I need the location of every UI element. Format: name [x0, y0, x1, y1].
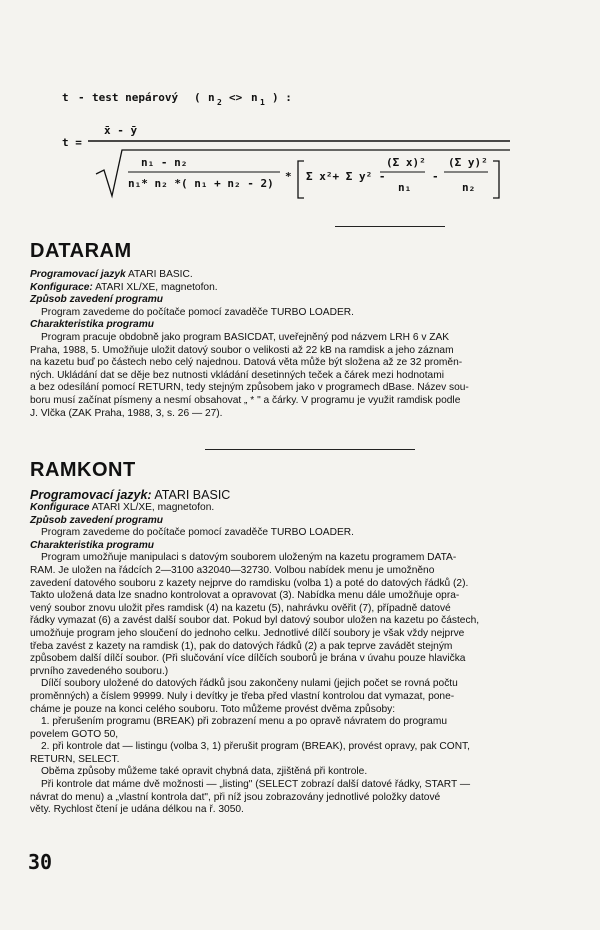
formula-caption-text: test nepárový [92, 91, 179, 104]
formula-minus: - [432, 170, 439, 183]
dataram-char-line: J. Vlčka (ZAK Praha, 1988, 3, s. 26 — 27). [30, 407, 223, 419]
dataram-char-line: na kazetu buď po částech nebo celý najednou. Datová věta může být složena až ze 32 proměn- [30, 357, 463, 369]
dataram-char-line: ných. Ukládání dat se děje bez nutnosti vkládání desetinných teček a čárek mezi hodnotami [30, 369, 444, 381]
formula-times: * [285, 170, 292, 183]
ramkont-para4-line: věty. Rychlost čtení je udána délkou na ř. 3050. [30, 804, 244, 816]
dataram-char-line: Program pracuje obdobně jako program BASICDAT, uveřejněný pod názvem LRH 6 v ZAK [41, 331, 450, 343]
ramkont-para4-line: návrat do menu) a „vlastní kontrola dat", při níž jsou zobrazovány jednotlivé položky datové [30, 791, 441, 803]
ramkont-para2-line: cháme je pouze na konci celého souboru. Toto můžeme provést dvěma způsoby: [30, 703, 396, 715]
dataram-char-label: Charakteristika programu [30, 319, 154, 331]
ramkont-para1-line: řádky vymazat (6) a zavést další soubor dat. Pokud byl datový soubor uložen na kazetu po částech, [30, 615, 480, 627]
dataram-load-value: Program zavedeme do počítače pomocí zavaděče TURBO LOADER. [41, 306, 354, 318]
divider-sections [205, 449, 415, 450]
formula-frac2-num: (Σ y)² [448, 156, 488, 169]
dataram-config-label: Konfigurace: [30, 281, 93, 293]
dataram-config [30, 282, 570, 295]
formula-frac1-num: (Σ x)² [386, 156, 426, 169]
ramkont-language-value: ATARI BASIC [151, 488, 231, 502]
dataram-char-line: Praha, 1988, 5. Umožňuje uložit datový soubor o velikosti až 22 kB na ramdisk a jeho záznam [30, 344, 454, 356]
ramkont-item2-line: RETURN, SELECT. [30, 753, 120, 765]
formula-caption-n2: n [208, 91, 215, 104]
dataram-load-label: Způsob zavedení programu [30, 294, 164, 306]
ramkont-para2-line: proměnných) a číslem 99999. Nuly i devítky je třeba před vlastní kontrolou dat vymazat, pone- [30, 690, 455, 702]
ramkont-language [30, 488, 570, 502]
dataram-language-label: Programovací jazyk [30, 269, 126, 280]
formula-frac2-den: n₂ [462, 181, 476, 194]
ramkont-config-value: ATARI XL/XE, magnetofon. [89, 502, 215, 513]
ramkont-title: RAMKONT [30, 459, 136, 481]
ramkont-para4-line: Při kontrole dat máme dvě možnosti — „listing" (SELECT zobrazí další datové řádky, START — [41, 779, 471, 791]
dataram-char-line: a bez odesílání pomocí RETURN, tedy stejným způsobem jako v programech dBase. Název sou- [30, 382, 469, 394]
formula-svg [0, 0, 600, 240]
ramkont-language-label: Programovací jazyk: [30, 488, 152, 502]
ramkont-para1-line: Takto uložená data lze snadno kontrolovat a opravovat (3). Nabídka menu dále umožňuje opra- [30, 590, 460, 602]
formula-frac1-den: n₁ [398, 181, 412, 194]
divider-formula [335, 226, 445, 227]
formula-caption-neq: <> [229, 91, 243, 104]
ramkont-load-value: Program zavedeme do počítače pomocí zavaděče TURBO LOADER. [41, 527, 354, 539]
page-number: 30 [28, 850, 53, 874]
ramkont-item1-line: 1. přerušením programu (BREAK) při zobrazení menu a po opravě návratem do programu [41, 716, 447, 728]
ramkont-char-label: Charakteristika programu [30, 539, 154, 551]
formula-inner-den: n₁* n₂ *( n₁ + n₂ - 2) [128, 177, 274, 190]
ramkont-para1-line: umožňuje program jeho sloučení do jednoho celku. Jednotlivé dílčí soubory je však vždy nejprve [30, 627, 465, 639]
ramkont-para2-line: Dílčí soubory uložené do datových řádků jsou zakončeny nulami (jejich počet se rovná počtu [41, 678, 458, 690]
dataram-language-value: ATARI BASIC. [125, 269, 193, 280]
dataram-char-line: boru musí začínat písmeny a nesmí obsahovat „ * " a čárky. V programu je využit ramdisk podle [30, 394, 461, 406]
dataram-body [30, 269, 570, 420]
ramkont-para1-line: prvního zavedeného souboru.) [30, 665, 169, 677]
dataram-config-value: ATARI XL/XE, magnetofon. [92, 281, 218, 293]
dataram-language [30, 269, 570, 282]
formula-caption-open: ( [194, 91, 201, 104]
ramkont-para3: Oběma způsoby můžeme také opravit chybná data, zjištěná při kontrole. [41, 766, 368, 778]
ramkont-para1-line: RAM. Je uložen na řádcích 2—3100 a32040—32730. Volbou nabídek menu je umožněno [30, 564, 435, 576]
ramkont-load-label: Způsob zavedení programu [30, 514, 164, 526]
ramkont-para1-line: Program umožňuje manipulaci s datovým souborem uloženým na kazetu programem DATA- [41, 552, 457, 564]
formula-caption-n2-sub: 2 [217, 98, 222, 107]
ramkont-para1-line: třeba zavést z kazety na ramdisk (1), pak do datových řádků (2) a pak teprve zavádět stejným [30, 640, 453, 652]
dataram-title: DATARAM [30, 240, 132, 262]
ramkont-para1-line: způsobem další dílčí soubor. (Při slučování více dílčích souborů je brána v úvahu pouze hlavička [30, 653, 466, 665]
ramkont-para1-line: vený soubor znovu uložit přes ramdisk (4) na kazetu (5), nahrávku ověřit (7), případně datové [30, 602, 451, 614]
formula-caption-n1-sub: 1 [260, 98, 265, 107]
formula-caption-dash: - [78, 91, 85, 104]
formula-caption-t: t [62, 91, 69, 104]
ramkont-para1-line: zavedení datového souboru z kazety nejprve do ramdisku (volba 1) a poté do datových řádků (2). [30, 577, 469, 589]
t-test-formula [0, 0, 600, 240]
ramkont-config [30, 502, 570, 515]
ramkont-config-label: Konfigurace [30, 502, 90, 513]
formula-numerator: x̄ - ȳ [104, 124, 138, 137]
ramkont-item2-line: 2. při kontrole dat — listingu (volba 3, 1) přerušit program (BREAK), provést opravy, pak CONT, [41, 741, 470, 753]
formula-bracket-terms: Σ x²+ Σ y² - [306, 170, 386, 183]
formula-caption-n1: n [251, 91, 258, 104]
ramkont-body [30, 488, 570, 817]
ramkont-item1-line: povelem GOTO 50, [30, 728, 119, 740]
left-bracket [298, 161, 304, 198]
formula-caption-close: ) : [272, 91, 292, 104]
formula-lhs: t = [62, 136, 82, 149]
formula-inner-num: n₁ - n₂ [141, 156, 188, 169]
right-bracket [493, 161, 499, 198]
